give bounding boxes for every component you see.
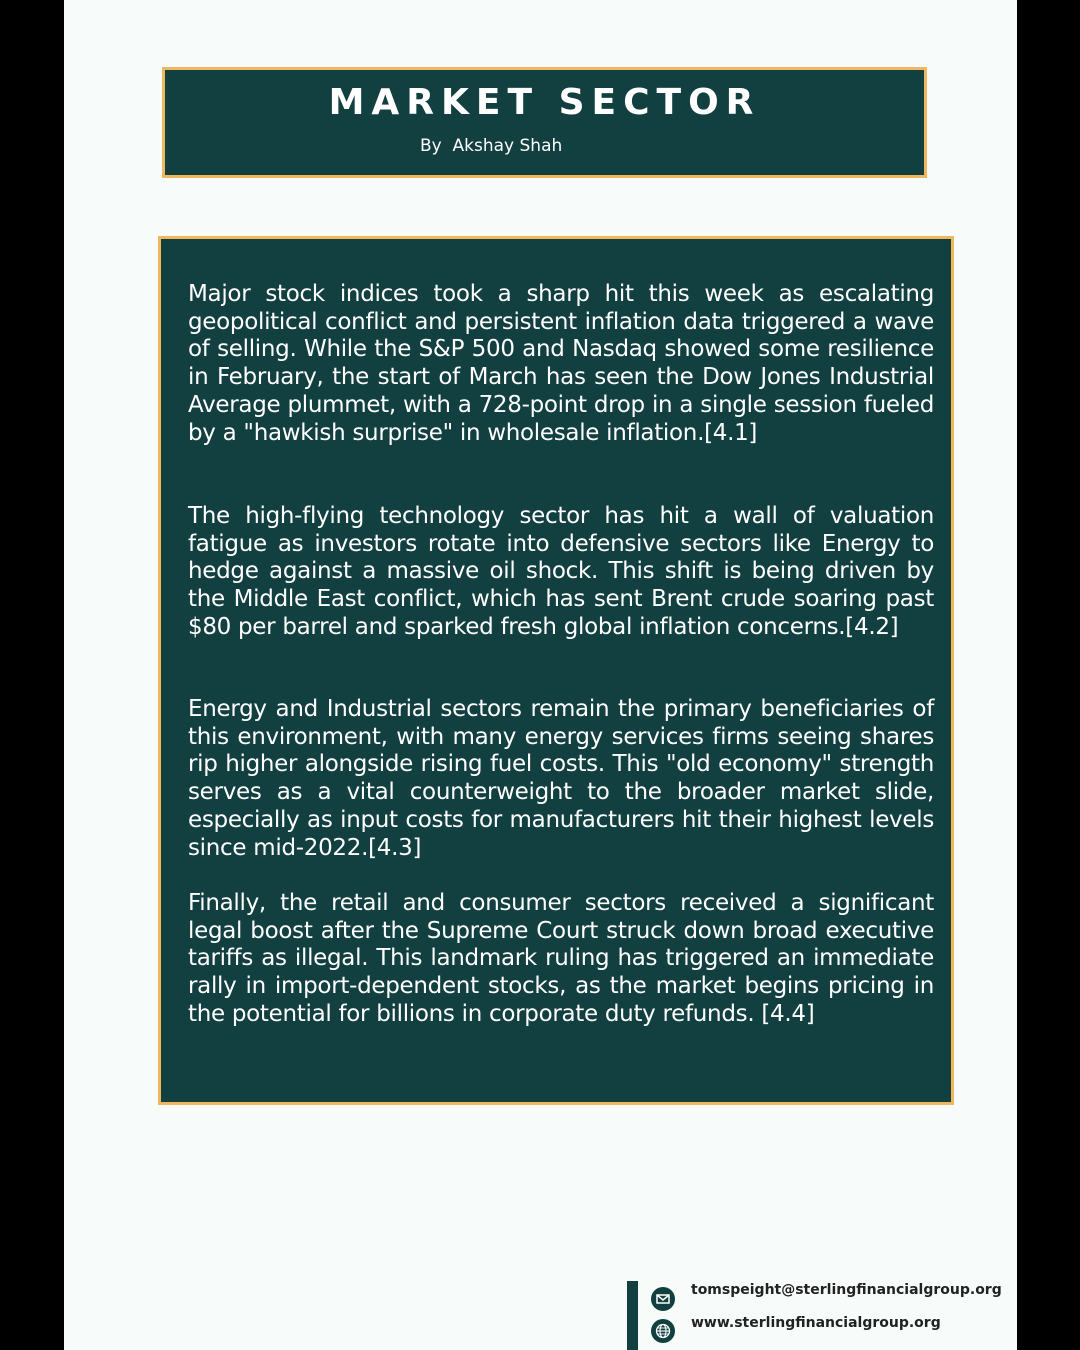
contact-email-link[interactable]: tomspeight@sterlingfinancialgroup.org <box>691 1282 1002 1298</box>
paragraph-4: Finally, the retail and consumer sectors received a significant legal boost after the Supreme Court struck down broad executive tariffs as illegal. This landmark ruling has triggered an immediate rally in import-dependent stocks, as the market begins pricing in the potential for billions in corporate duty refunds. [4.4] <box>188 890 934 1027</box>
footer-accent-bar <box>627 1281 638 1350</box>
mail-icon <box>651 1287 675 1311</box>
paragraph-3: Energy and Industrial sectors remain the primary beneficiaries of this environment, with many energy services firms seeing shares rip higher alongside rising fuel costs. This "old economy" strength serves as a vital counterweight to the broader market slide, especially as input costs for manufacturers hit their highest levels since mid-2022.[4.3] <box>188 696 934 861</box>
globe-icon <box>651 1319 675 1343</box>
article-panel <box>158 236 954 1105</box>
byline: By Akshay Shah <box>420 136 563 156</box>
title-banner <box>162 67 927 178</box>
page-title: MARKET SECTOR <box>328 82 761 123</box>
page <box>64 0 1017 1350</box>
paragraph-1: Major stock indices took a sharp hit this week as escalating geopolitical conflict and persistent inflation data triggered a wave of selling. While the S&P 500 and Nasdaq showed some resilience in February, the start of March has seen the Dow Jones Industrial Average plummet, with a 728-point drop in a single session fueled by a "hawkish surprise" in wholesale inflation.[4.1] <box>188 281 934 446</box>
website-link[interactable]: www.sterlingfinancialgroup.org <box>691 1315 941 1331</box>
paragraph-2: The high-flying technology sector has hit a wall of valuation fatigue as investors rotate into defensive sectors like Energy to hedge against a massive oil shock. This shift is being driven by the Middle East conflict, which has sent Brent crude soaring past $80 per barrel and sparked fresh global inflation concerns.[4.2] <box>188 503 934 640</box>
